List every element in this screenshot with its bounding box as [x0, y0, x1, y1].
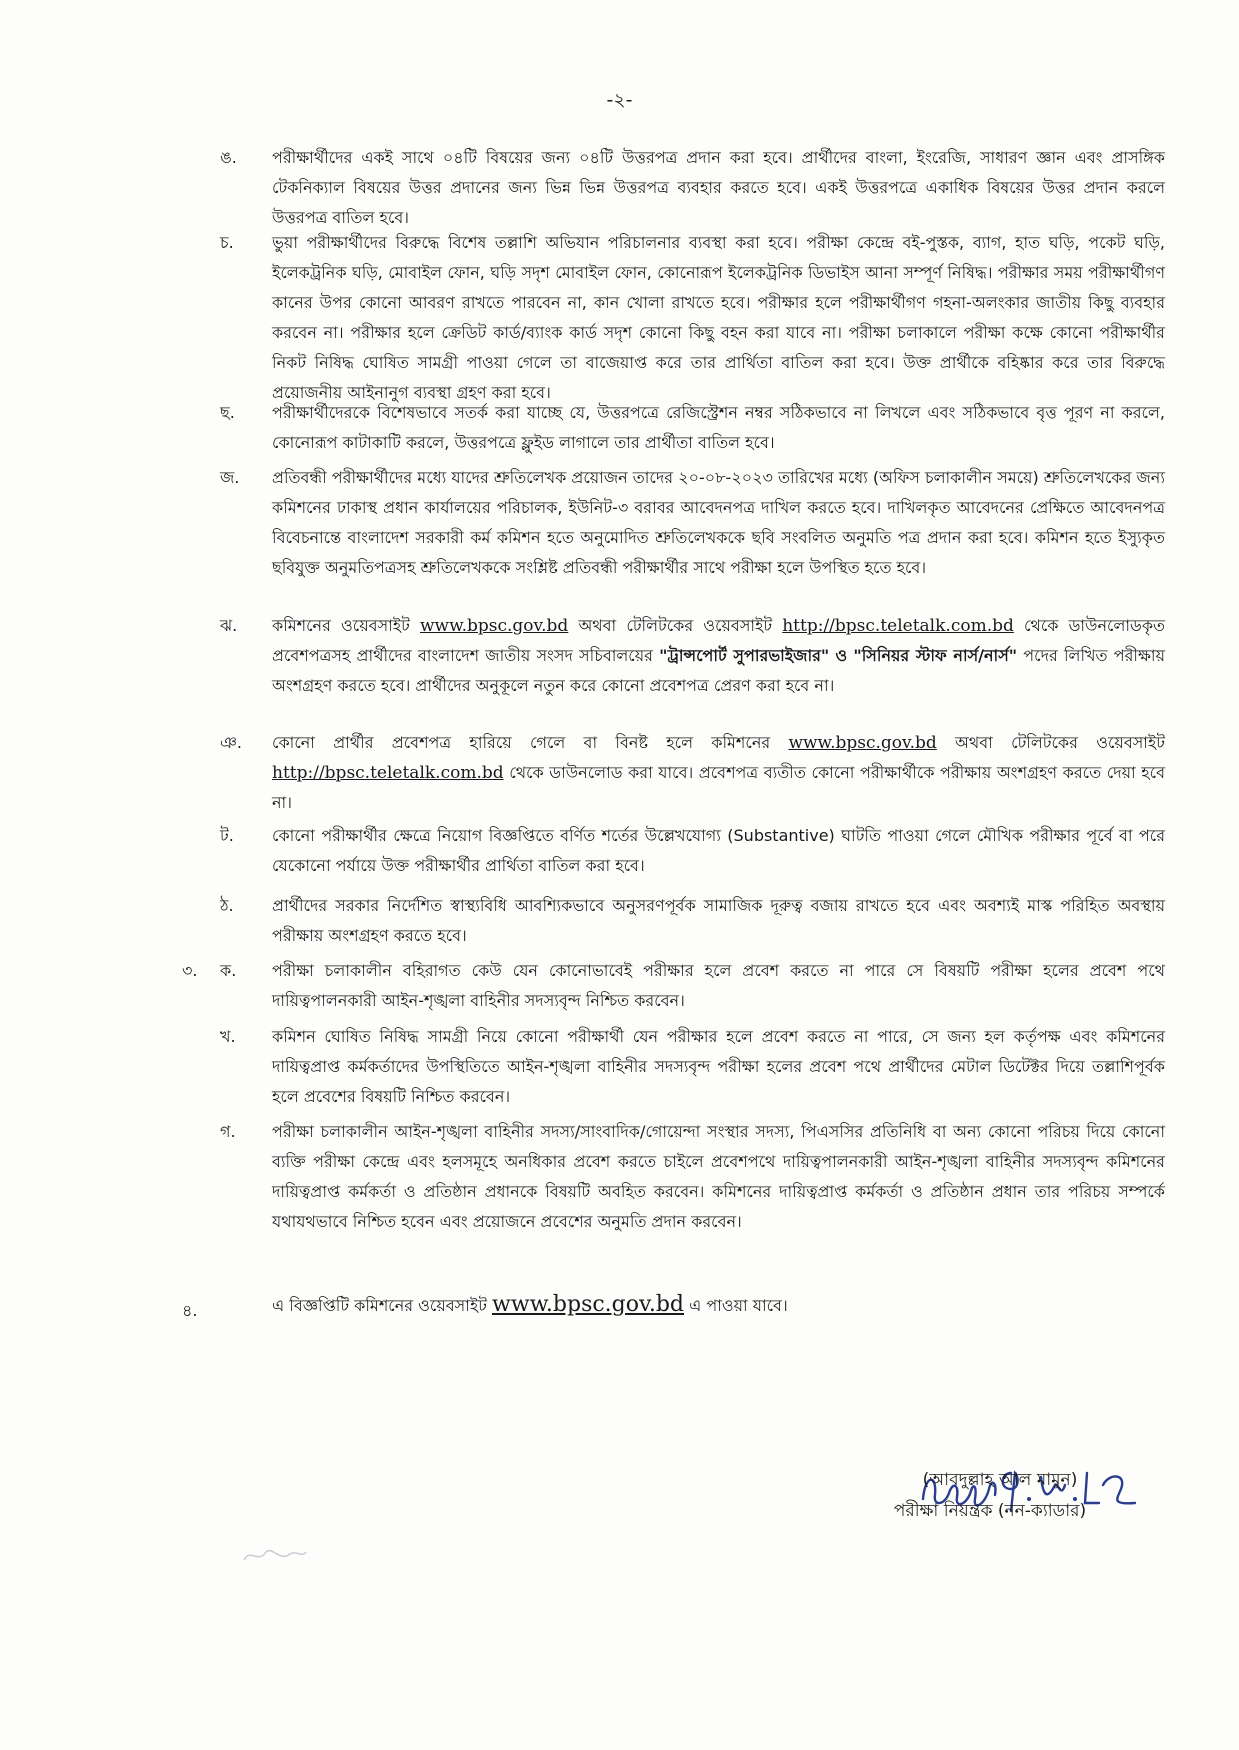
- clause-text: কমিশন ঘোষিত নিষিদ্ধ সামগ্রী নিয়ে কোনো পরীক্ষার্থী যেন পরীক্ষার হলে প্রবেশ করতে না পারে, সে জন্য হল কর্তৃপক্ষ এবং কমিশনের দায়িত্বপ্রাপ্ত কর্মকর্তাদের উপস্থিতিতে আইন-শৃঙ্খলা বাহিনীর সদস্যবৃন্দ পরীক্ষা হলের প্রবেশ পথে প্রার্থীদের মেটাল ডিটেক্টর দিয়ে তল্লাশিপূর্বক হলে প্রবেশের বিষয়টি নিশ্চিত করবেন।: [272, 1027, 1165, 1106]
- clause-text: প্রার্থীদের সরকার নির্দেশিত স্বাস্থ্যবিধি আবশ্যিকভাবে অনুসরণপূর্বক সামাজিক দূরুত্ব বজায় রাখতে হবে এবং অবশ্যই মাস্ক পরিহিত অবস্থায় পরীক্ষায় অংশগ্রহণ করতে হবে।: [272, 896, 1165, 945]
- clause-text: ভুয়া পরীক্ষার্থীদের বিরুদ্ধে বিশেষ তল্লাশি অভিযান পরিচালনার ব্যবস্থা করা হবে। পরীক্ষা কেন্দ্রে বই-পুস্তক, ব্যাগ, হাত ঘড়ি, পকেট ঘড়ি, ইলেকট্রনিক ঘড়ি, মোবাইল ফোন, ঘড়ি সদৃশ মোবাইল ফোন, কোনোরূপ ইলেকট্রনিক ডিভাইস আনা সম্পূর্ণ নিষিদ্ধ। পরীক্ষার সময় পরীক্ষার্থীগণ কানের উপর কোনো আবরণ রাখতে পারবেন না, কান খোলা রাখতে হবে। পরীক্ষার হলে পরীক্ষার্থীগণ গহনা-অলংকার জাতীয় কিছু ব্যবহার করবেন না। পরীক্ষার হলে ক্রেডিট কার্ড/ব্যাংক কার্ড সদৃশ কোনো কিছু বহন করা যাবে না। পরীক্ষা চলাকালে পরীক্ষা কক্ষে কোনো পরীক্ষার্থীর নিকট নিষিদ্ধ ঘোষিত সামগ্রী পাওয়া গেলে তা বাজেয়াপ্ত করে তার প্রার্থিতা বাতিল করা হবে। উক্ত প্রার্থীকে বহিষ্কার করে তার বিরুদ্ধে প্রয়োজনীয় আইনানুগ ব্যবস্থা গ্রহণ করা হবে।: [272, 233, 1165, 402]
- clause-4: [220, 1290, 1165, 1321]
- clause-text: [220, 1290, 1165, 1321]
- clause-text: কোনো পরীক্ষার্থীর ক্ষেত্রে নিয়োগ বিজ্ঞপ্তিতে বর্ণিত শর্তের উল্লেখযোগ্য (Substantive) ঘাটতি পাওয়া গেলে মৌখিক পরীক্ষার পূর্বে বা পরে যেকোনো পর্যায়ে উক্ত পরীক্ষার্থীর প্রার্থিতা বাতিল করা হবে।: [272, 826, 1165, 875]
- clause-text-part: ও: [835, 646, 848, 665]
- clause-jha: [220, 611, 1165, 701]
- clause-3-ka: [220, 956, 1165, 1016]
- bpsc-website-link[interactable]: www.bpsc.gov.bd: [788, 733, 937, 753]
- clause-nya: [220, 728, 1165, 818]
- clause-text-part: কোনো প্রার্থীর প্রবেশপত্র হারিয়ে গেলে বা বিনষ্ট হলে কমিশনের: [272, 733, 771, 752]
- clause-text: প্রতিবন্ধী পরীক্ষার্থীদের মধ্যে যাদের শ্রুতিলেখক প্রয়োজন তাদের ২০-০৮-২০২৩ তারিখের মধ্যে (অফিস চলাকালীন সময়ে) শ্রুতিলেখকের জন্য কমিশনের ঢাকাস্থ প্রধান কার্যালয়ের পরিচালক, ইউনিট-৩ বরাবর আবেদনপত্র দাখিল করতে হবে। দাখিলকৃত আবেদনের প্রেক্ষিতে আবেদনপত্র বিবেচনান্তে বাংলাদেশ সরকারী কর্ম কমিশন হতে অনুমোদিত শ্রুতিলেখককে ছবি সংবলিত অনুমতি পত্র প্রদান করা হবে। কমিশন হতে ইস্যুকৃত ছবিযুক্ত অনুমতিপত্রসহ শ্রুতিলেখককে সংশ্লিষ্ট প্রতিবন্ধী পরীক্ষার্থীর সাথে পরীক্ষা হলে উপস্থিত হতে হবে।: [272, 468, 1165, 577]
- clause-3-kha: [220, 1022, 1165, 1112]
- clause-text: পরীক্ষা চলাকালীন আইন-শৃঙ্খলা বাহিনীর সদস্য/সাংবাদিক/গোয়েন্দা সংস্থার সদস্য, পিএসসির প্রতিনিধি বা অন্য কোনো পরিচয় দিয়ে কোনো ব্যক্তি পরীক্ষা কেন্দ্রে এবং হলসমূহে অনধিকার প্রবেশ করতে চাইলে প্রবেশপথে দায়িত্বপালনকারী আইন-শৃঙ্খলা বাহিনীর সদস্যবৃন্দ কমিশনের দায়িত্বপ্রাপ্ত কর্মকর্তা ও প্রতিষ্ঠান প্রধানকে বিষয়টি অবহিত করবেন। কমিশনের দায়িত্বপ্রাপ্ত কর্মকর্তা ও প্রতিষ্ঠান প্রধান তার পরিচয় সম্পর্কে যথাযথভাবে নিশ্চিত হবেন এবং প্রয়োজনে প্রবেশের অনুমতি প্রদান করবেন।: [272, 1122, 1165, 1231]
- clause-text: পরীক্ষা চলাকালীন বহিরাগত কেউ যেন কোনোভাবেই পরীক্ষার হলে প্রবেশ করতে না পারে সে বিষয়টি পরীক্ষা হলের প্রবেশ পথে দায়িত্বপালনকারী আইন-শৃঙ্খলা বাহিনীর সদস্যবৃন্দ নিশ্চিত করবেন।: [272, 961, 1165, 1010]
- clause-marker: ঠ.: [220, 896, 234, 915]
- clause-text-part: অথবা টেলিটকের ওয়েবসাইট: [955, 733, 1165, 752]
- clause-text: পরীক্ষার্থীদেরকে বিশেষভাবে সতর্ক করা যাচ্ছে যে, উত্তরপত্রে রেজিস্ট্রেশন নম্বর সঠিকভাবে না লিখলে এবং সঠিকভাবে বৃত্ত পূরণ না করলে, কোনোরূপ কাটাকাটি করলে, উত্তরপত্রে ফ্লুইড লাগালে তার প্রার্থীতা বাতিল হবে।: [272, 403, 1165, 452]
- bpsc-website-link[interactable]: www.bpsc.gov.bd: [492, 1292, 684, 1317]
- clause-text-part: থেকে ডাউনলোডকৃত প্রবেশপত্রসহ প্রার্থীদের বাংলাদেশ জাতীয় সংসদ সচিবালয়ের: [272, 616, 1166, 665]
- clause-marker: খ.: [220, 1027, 236, 1046]
- clause-text-part: এ বিজ্ঞপ্তিটি কমিশনের ওয়েবসাইট: [272, 1296, 487, 1315]
- clause-text: [272, 728, 1165, 818]
- clause-text: পরীক্ষার্থীদের একই সাথে ০৪টি বিষয়ের জন্য ০৪টি উত্তরপত্র প্রদান করা হবে। প্রার্থীদের বাংলা, ইংরেজি, সাধারণ জ্ঞান এবং প্রাসঙ্গিক টেকনিক্যাল বিষয়ের উত্তর প্রদানের জন্য ভিন্ন ভিন্ন উত্তরপত্র ব্যবহার করতে হবে। একই উত্তরপত্রে একাধিক বিষয়ের উত্তর প্রদান করলে উত্তরপত্র বাতিল হবে।: [272, 148, 1165, 227]
- signatory-name: (আবদুল্লাহ আল মামুন): [922, 1470, 1078, 1490]
- clause-marker: ছ.: [220, 403, 235, 422]
- page-number: -২-: [606, 89, 633, 111]
- clause-ja: [220, 463, 1165, 583]
- clause-marker: ঙ.: [220, 148, 237, 167]
- section-number: ৪.: [182, 1301, 198, 1320]
- clause-text-part: থেকে ডাউনলোড করা যাবে। প্রবেশপত্র ব্যতীত কোনো পরীক্ষার্থীকে পরীক্ষায় অংশগ্রহণ করতে দেয়া হবে না।: [272, 763, 1165, 812]
- teletalk-website-link[interactable]: http://bpsc.teletalk.com.bd: [272, 763, 504, 783]
- post-name-senior-staff-nurse: "সিনিয়র স্টাফ নার্স/নার্স": [853, 646, 1018, 665]
- faint-pencil-mark: [240, 1540, 310, 1570]
- clause-marker: গ.: [220, 1122, 236, 1141]
- section-number: ৩.: [182, 961, 198, 980]
- clause-cha: [220, 228, 1165, 408]
- clause-text-part: পদের লিখিত পরীক্ষায় অংশগ্রহণ করতে হবে। প্রার্থীদের অনুকূলে নতুন করে কোনো প্রবেশপত্র প্রেরণ করা হবে না।: [272, 646, 1165, 695]
- bpsc-website-link[interactable]: www.bpsc.gov.bd: [419, 616, 569, 636]
- clause-chha: [220, 398, 1165, 458]
- post-name-transport-supervisor: "ট্রান্সপোর্ট সুপারভাইজার": [659, 646, 830, 665]
- clause-ttha: [220, 891, 1165, 951]
- clause-3-ga: [220, 1117, 1165, 1237]
- clause-uma: [220, 143, 1165, 233]
- clause-text-part: এ পাওয়া যাবে।: [689, 1296, 788, 1315]
- clause-text: [272, 611, 1165, 701]
- signatory-title: পরীক্ষা নিয়ন্ত্রক (নন-ক্যাডার): [893, 1501, 1087, 1521]
- clause-marker: ট.: [220, 826, 234, 845]
- teletalk-website-link[interactable]: http://bpsc.teletalk.com.bd: [782, 616, 1014, 636]
- clause-marker: ঝ.: [220, 616, 238, 635]
- clause-marker: চ.: [220, 233, 234, 252]
- clause-text-part: অথবা টেলিটকের ওয়েবসাইট: [578, 616, 773, 635]
- clause-tta: [220, 821, 1165, 881]
- clause-marker: ক.: [220, 961, 237, 980]
- clause-marker: জ.: [220, 468, 240, 487]
- clause-text-part: কমিশনের ওয়েবসাইট: [272, 616, 410, 635]
- clause-marker: ঞ.: [220, 733, 242, 752]
